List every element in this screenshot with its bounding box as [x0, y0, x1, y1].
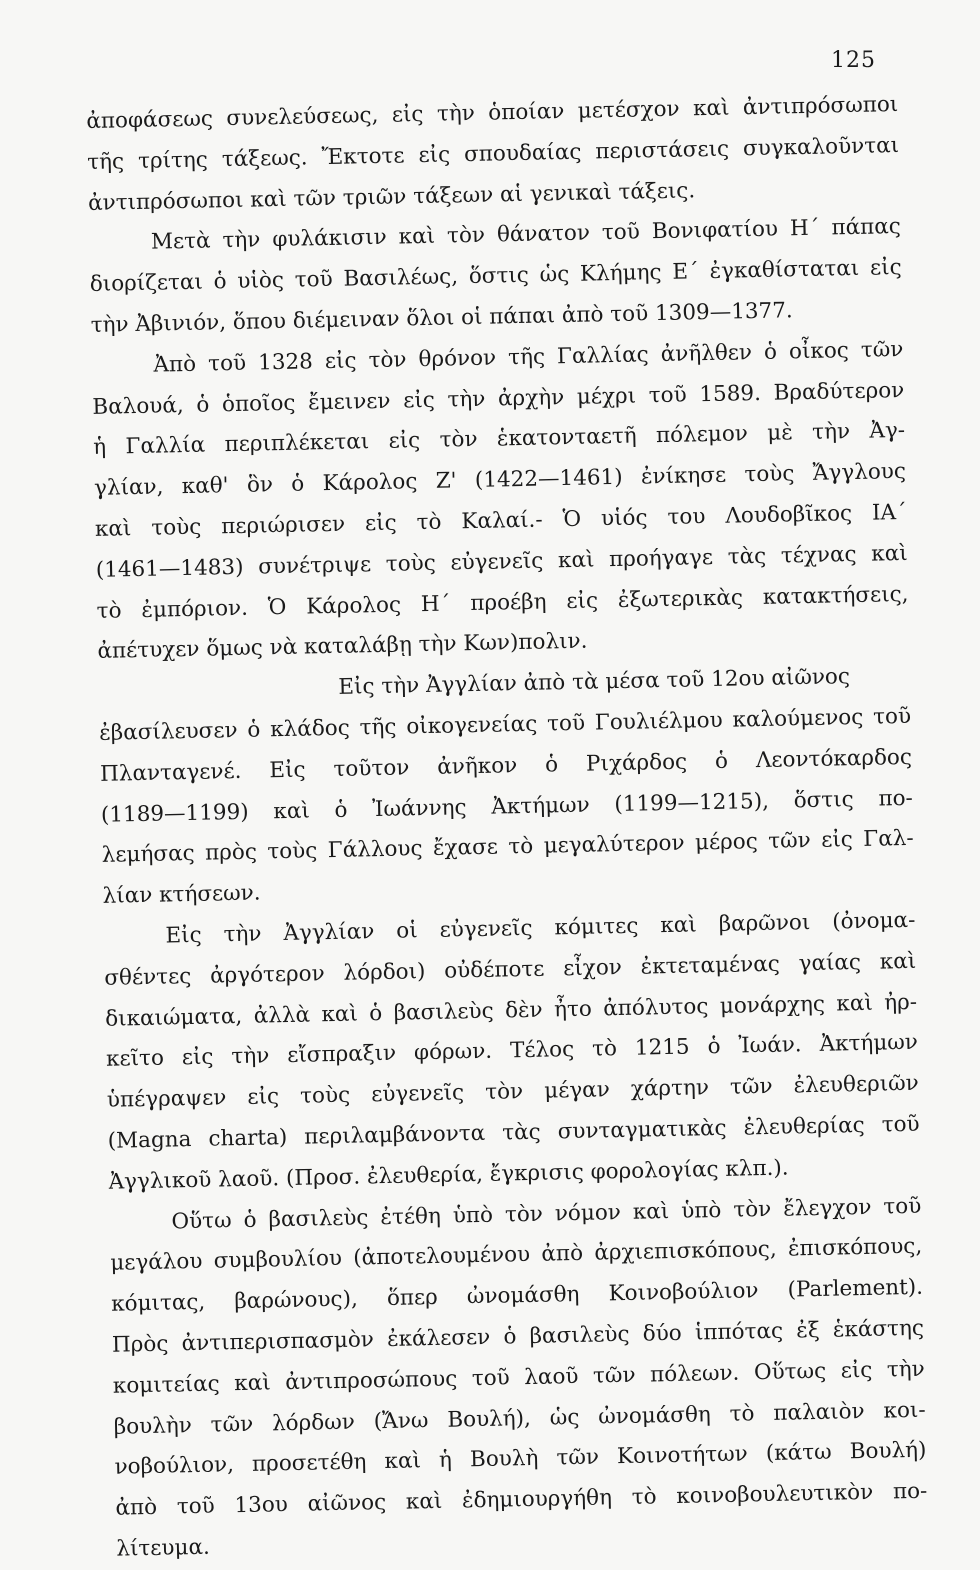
text-line: Εἰς τὴν Ἀγγλίαν ἀπὸ τὰ μέσα τοῦ 12ου αἰῶνος: [338, 664, 851, 700]
text-line: ὑπέγραψεν εἰς τοὺς εὐγενεῖς τὸν μέγαν χάρτην τῶν ἐλευθεριῶν: [106, 1070, 919, 1113]
text-line: λίαν κτήσεων.: [102, 880, 261, 909]
text-line: καὶ τοὺς περιώρισεν εἰς τὸ Καλαί.- Ὁ υἱός του Λουδοβῖκος ΙΑ΄: [94, 499, 908, 542]
text-line: ἀντιπρόσωποι καὶ τῶν τριῶν τάξεων αἱ γενικαὶ τάξεις.: [87, 177, 696, 216]
body-text: [86, 85, 929, 1570]
text-line: λίτευμα.: [116, 1534, 211, 1562]
text-line: Ἀγγλικοῦ λαοῦ. (Προσ. ἐλευθερία, ἔγκρισις φορολογίας κλπ.).: [108, 1155, 789, 1195]
text-line: λεμήσας πρὸς τοὺς Γάλλους ἔχασε τὸ μεγαλύτερον μέρος τῶν εἰς Γαλ-: [101, 826, 914, 869]
text-line: Πρὸς ἀντιπερισπασμὸν ἐκάλεσεν ὁ βασιλεὺς δύο ἱππότας ἐξ ἑκάστης: [111, 1315, 925, 1358]
text-line: (1189—1199) καὶ ὁ Ἰωάννης Ἀκτήμων (1199—1215), ὅστις πο-: [100, 785, 914, 828]
text-line: τὸ ἐμπόριον. Ὁ Κάρολος Η΄ προέβη εἰς ἐξωτερικὰς κατακτήσεις,: [96, 581, 909, 624]
text-line: Ἀπὸ τοῦ 1328 εἰς τὸν θρόνον τῆς Γαλλίας ἀνῆλθεν ὁ οἶκος τῶν: [153, 336, 904, 378]
text-line: τῆς τρίτης τάξεως. Ἔκτοτε εἰς σπουδαίας περιστάσεις συγκαλοῦνται: [87, 132, 900, 175]
text-line: βουλὴν τῶν λόρδων (Ἄνω Βουλή), ὡς ὠνομάσθη τὸ παλαιὸν κοι-: [113, 1397, 926, 1440]
text-line: διορίζεται ὁ υἱὸς τοῦ Βασιλέως, ὅστις ὡς Κλήμης Ε΄ ἐγκαθίσταται εἰς: [89, 255, 902, 298]
text-line: γλίαν, καθ' ὃν ὁ Κάρολος Ζ' (1422—1461) ἐνίκησε τοὺς Ἄγγλους: [93, 459, 907, 502]
text-line: νοβούλιον, προσετέθη καὶ ἡ Βουλὴ τῶν Κοινοτήτων (κάτω Βουλή): [114, 1437, 927, 1480]
text-line: ἐβασίλευσεν ὁ κλάδος τῆς οἰκογενείας τοῦ Γουλιέλμου καλούμενος τοῦ: [98, 703, 912, 746]
text-line: Βαλουά, ὁ ὁποῖος ἔμεινεν εἰς τὴν ἀρχὴν μέχρι τοῦ 1589. Βραδύτερον: [92, 377, 905, 420]
text-line: ἀπὸ τοῦ 13ου αἰῶνος καὶ ἐδημιουργήθη τὸ κοινοβουλευτικὸν πο-: [115, 1478, 928, 1521]
text-line: σθέντες ἀργότερον λόρδοι) οὐδέποτε εἶχον ἐκτεταμένας γαίας καὶ: [104, 948, 917, 991]
text-line: Εἰς τὴν Ἀγγλίαν οἱ εὐγενεῖς κόμιτες καὶ βαρῶνοι (ὀνομα-: [165, 907, 916, 949]
text-line: ἡ Γαλλία περιπλέκεται εἰς τὸν ἑκατονταετῆ πόλεμον μὲ τὴν Ἀγ-: [92, 418, 906, 461]
text-line: Μετὰ τὴν φυλάκισιν καὶ τὸν θάνατον τοῦ Βονιφατίου Η΄ πάπας: [150, 214, 902, 256]
text-line: ἀποφάσεως συνελεύσεως, εἰς τὴν ὁποίαν μετέσχον καὶ ἀντιπρόσωποι: [86, 91, 899, 134]
text-line: κόμιτας, βαρώνους), ὅπερ ὠνομάσθη Κοινοβούλιον (Parlement).: [110, 1274, 924, 1317]
text-line: τὴν Ἀβινιόν, ὅπου διέμειναν ὅλοι οἱ πάπαι ἀπὸ τοῦ 1309—1377.: [90, 298, 794, 338]
page-number: 125: [831, 48, 876, 73]
text-line: μεγάλου συμβουλίου (ἀποτελουμένου ἀπὸ ἀρχιεπισκόπους, ἐπισκόπους,: [110, 1234, 923, 1277]
text-line: Οὕτω ὁ βασιλεὺς ἐτέθη ὑπὸ τὸν νόμον καὶ ὑπὸ τὸν ἔλεγχον τοῦ: [171, 1193, 922, 1234]
text-line: κεῖτο εἰς τὴν εἴσπραξιν φόρων. Τέλος τὸ 1215 ὁ Ἰωάν. Ἀκτήμων: [105, 1030, 919, 1073]
text-line: (Magna charta) περιλαμβάνοντα τὰς συνταγματικὰς ἐλευθερίας τοῦ: [107, 1111, 920, 1154]
text-line: δικαιώματα, ἀλλὰ καὶ ὁ βασιλεὺς δὲν ἦτο ἀπόλυτος μονάρχης καὶ ἠρ-: [104, 989, 918, 1032]
text-line: ἀπέτυχεν ὅμως νὰ καταλάβῃ τὴν Κων)πολιν.: [97, 628, 588, 665]
text-line: (1461—1483) συνέτριψε τοὺς εὐγενεῖς καὶ προήγαγε τὰς τέχνας καὶ: [95, 540, 908, 583]
text-line: Πλανταγενέ. Εἰς τοῦτον ἀνῆκον ὁ Ριχάρδος ὁ Λεοντόκαρδος: [99, 744, 913, 787]
text-line: κομιτείας καὶ ἀντιπροσώπους τοῦ λαοῦ τῶν πόλεων. Οὕτως εἰς τὴν: [112, 1356, 925, 1399]
